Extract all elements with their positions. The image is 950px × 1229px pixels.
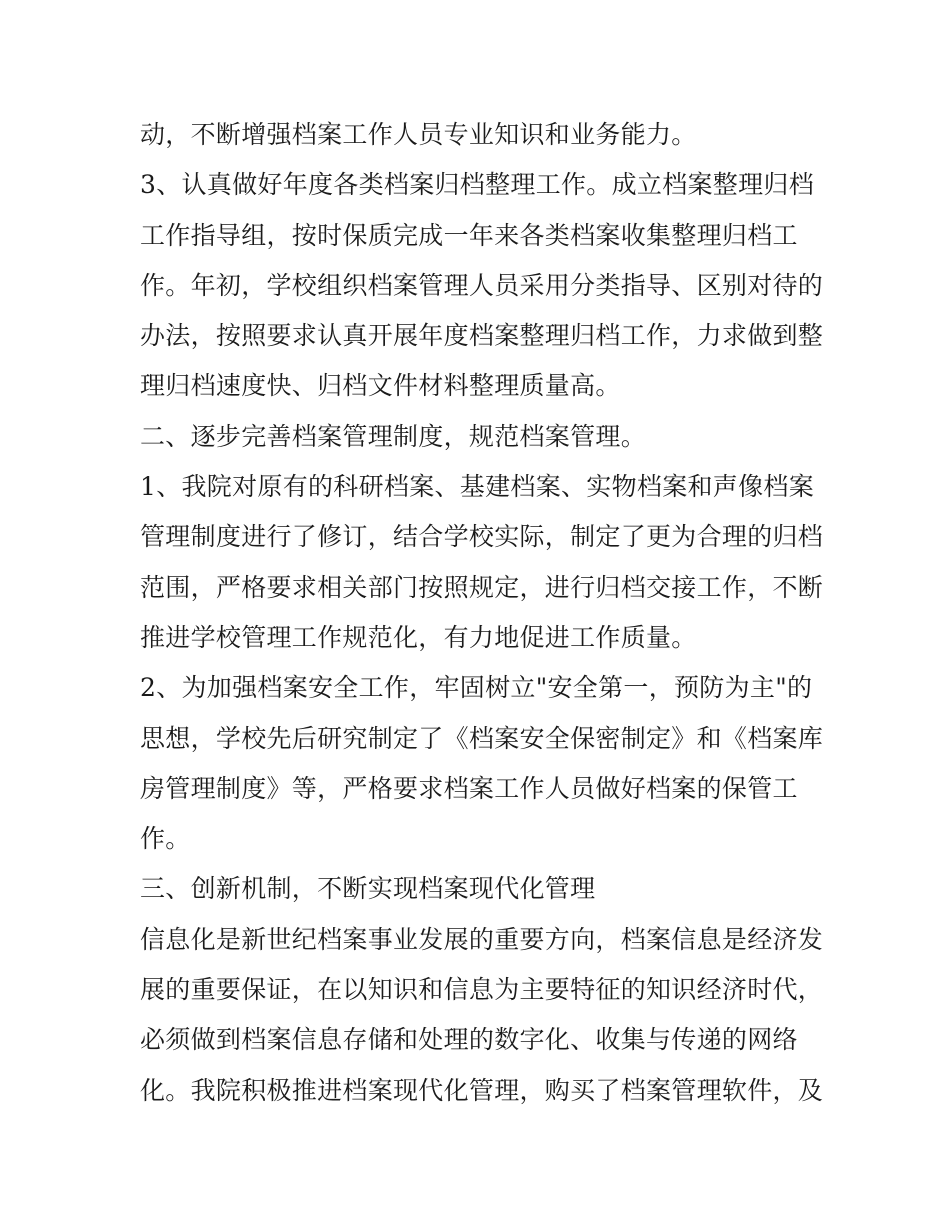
text-line: 展的重要保证，在以知识和信息为主要特征的知识经济时代， xyxy=(140,975,824,1005)
section-heading: 二、逐步完善档案管理制度，规范档案管理。 xyxy=(140,421,647,451)
text-line: 必须做到档案信息存储和处理的数字化、收集与传递的网络 xyxy=(140,1025,798,1055)
text-line: 办法，按照要求认真开展年度档案整理归档工作，力求做到整 xyxy=(140,321,824,351)
text-line: 1、我院对原有的科研档案、基建档案、实物档案和声像档案 xyxy=(140,472,815,502)
text-line: 理归档速度快、归档文件材料整理质量高。 xyxy=(140,371,621,401)
text-line: 信息化是新世纪档案事业发展的重要方向，档案信息是经济发 xyxy=(140,924,824,954)
text-line: 化。我院积极推进档案现代化管理，购买了档案管理软件，及 xyxy=(140,1075,824,1105)
text-line: 思想，学校先后研究制定了《档案安全保密制定》和《档案库 xyxy=(140,723,824,753)
text-line: 范围，严格要求相关部门按照规定，进行归档交接工作，不断 xyxy=(140,572,824,602)
text-line: 管理制度进行了修订，结合学校实际，制定了更为合理的归档 xyxy=(140,522,824,552)
text-line: 工作指导组，按时保质完成一年来各类档案收集整理归档工 xyxy=(140,220,798,250)
document-body xyxy=(140,110,840,1116)
section-heading: 三、创新机制，不断实现档案现代化管理 xyxy=(140,874,596,904)
text-line: 3、认真做好年度各类档案归档整理工作。成立档案整理归档 xyxy=(140,170,815,200)
text-line: 房管理制度》等，严格要求档案工作人员做好档案的保管工 xyxy=(140,773,798,803)
text-line: 2、为加强档案安全工作，牢固树立"安全第一，预防为主"的 xyxy=(140,673,813,703)
text-line: 推进学校管理工作规范化，有力地促进工作质量。 xyxy=(140,622,697,652)
text-line: 作。 xyxy=(140,824,191,854)
text-line: 动，不断增强档案工作人员专业知识和业务能力。 xyxy=(140,120,697,149)
text-line: 作。年初，学校组织档案管理人员采用分类指导、区别对待的 xyxy=(140,270,824,300)
